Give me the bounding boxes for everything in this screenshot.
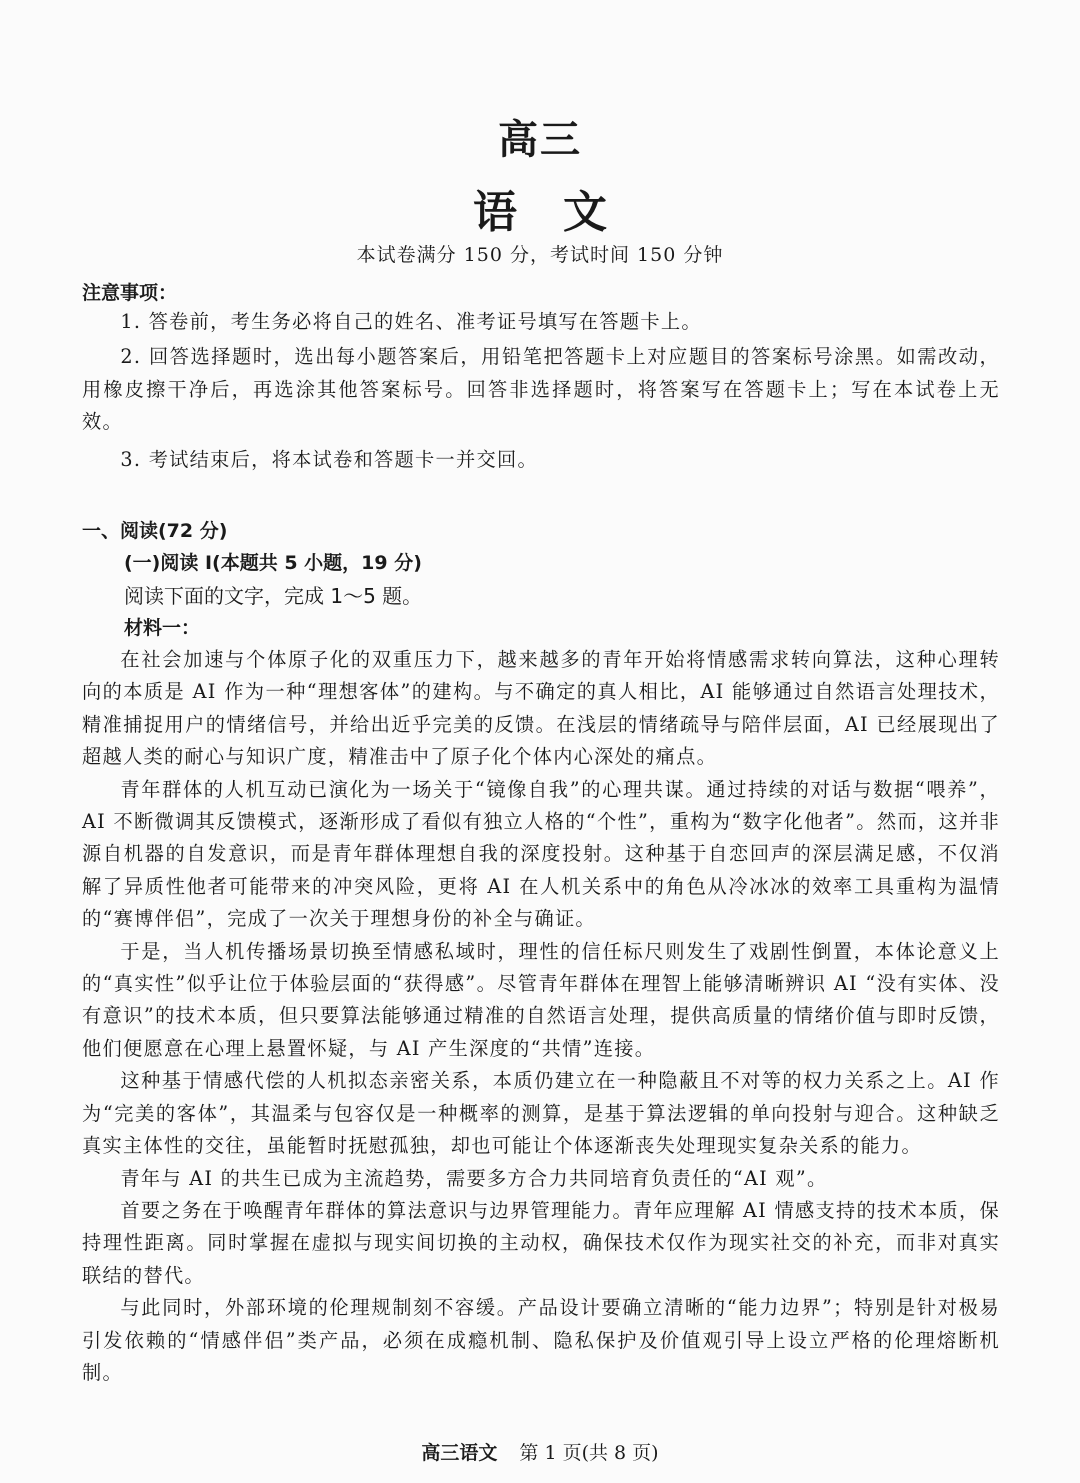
notice-item-1: 1. 答卷前，考生务必将自己的姓名、准考证号填写在答题卡上。 xyxy=(120,310,702,333)
paragraph: 首要之务在于唤醒青年群体的算法意识与边界管理能力。青年应理解 AI 情感支持的技术本质，保持理性距离。同时掌握在虚拟与现实间切换的主动权，确保技术仅作为现实社交的补充，而非对真实联结的替代。 xyxy=(82,1198,1000,1287)
notice-item-3: 3. 考试结束后，将本试卷和答题卡一并交回。 xyxy=(120,448,538,471)
paragraph: 这种基于情感代偿的人机拟态亲密关系，本质仍建立在一种隐蔽且不对等的权力关系之上。AI 作为“完美的客体”，其温柔与包容仅是一种概率的测算，是基于算法逻辑的单向投射与迎合。这种缺乏真实主体性的交往，虽能暂时抚慰孤独，却也可能让个体逐渐丧失处理现实复杂关系的能力。 xyxy=(82,1069,1000,1158)
paragraph: 于是，当人机传播场景切换至情感私域时，理性的信任标尺则发生了戏剧性倒置，本体论意义上的“真实性”似乎让位于体验层面的“获得感”。尽管青年群体在理智上能够清晰辨识 AI “没有实体、没有意识”的技术本质，但只要算法能够通过精准的自然语言处理，提供高质量的情绪价值与即时反馈，他们便愿意在心理上悬置怀疑，与 AI 产生深度的“共情”连接。 xyxy=(82,939,1000,1060)
paragraph: 青年与 AI 的共生已成为主流趋势，需要多方合力共同培育负责任的“AI 观”。 xyxy=(120,1166,828,1190)
reading-instruction: 阅读下面的文字，完成 1～5 题。 xyxy=(124,584,423,608)
paragraph: 在社会加速与个体原子化的双重压力下，越来越多的青年开始将情感需求转向算法，这种心理转向的本质是 AI 作为一种“理想客体”的建构。与不确定的真人相比，AI 能够通过自然语言处理技术，精准捕捉用户的情绪信号，并给出近乎完美的反馈。在浅层的情绪疏导与陪伴层面，AI 已经展现出了超越人类的耐心与知识广度，精准击中了原子化个体内心深处的痛点。 xyxy=(82,648,1000,769)
material-body xyxy=(82,644,1000,1389)
sub-section-title: (一)阅读 Ⅰ(本题共 5 小题，19 分) xyxy=(124,552,422,574)
footer-subject: 高三语文 xyxy=(421,1442,498,1464)
notice-item-2: 2. 回答选择题时，选出每小题答案后，用铅笔把答题卡上对应题目的答案标号涂黑。如需改动，用橡皮擦干净后，再选涂其他答案标号。回答非选择题时，将答案写在答题卡上；写在本试卷上无效。 xyxy=(82,345,1000,433)
notice-title: 注意事项： xyxy=(82,282,178,304)
page-footer xyxy=(0,1438,1080,1465)
exam-info: 本试卷满分 150 分，考试时间 150 分钟 xyxy=(356,244,724,266)
paragraph: 青年群体的人机互动已演化为一场关于“镜像自我”的心理共谋。通过持续的对话与数据“喂养”，AI 不断微调其反馈模式，逐渐形成了看似有独立人格的“个性”，重构为“数字化他者”。然而，这并非源自机器的自发意识，而是青年群体理想自我的深度投射。这种基于自恋回声的深层满足感，不仅消解了异质性他者可能带来的冲突风险，更将 AI 在人机关系中的角色从冷冰冰的效率工具重构为温情的“赛博伴侣”，完成了一次关于理想身份的补全与确证。 xyxy=(82,777,1000,931)
subject-title: 语文 xyxy=(473,187,653,238)
grade-title: 高三 xyxy=(498,117,582,163)
paragraph: 与此同时，外部环境的伦理规制刻不容缓。产品设计要确立清晰的“能力边界”；特别是针对极易引发依赖的“情感伴侣”类产品，必须在成瘾机制、隐私保护及价值观引导上设立严格的伦理熔断机制。 xyxy=(82,1296,1000,1384)
section-title: 一、阅读(72 分) xyxy=(82,520,228,542)
footer-page-info: 第 1 页(共 8 页) xyxy=(519,1442,659,1464)
material-label: 材料一： xyxy=(124,617,201,639)
